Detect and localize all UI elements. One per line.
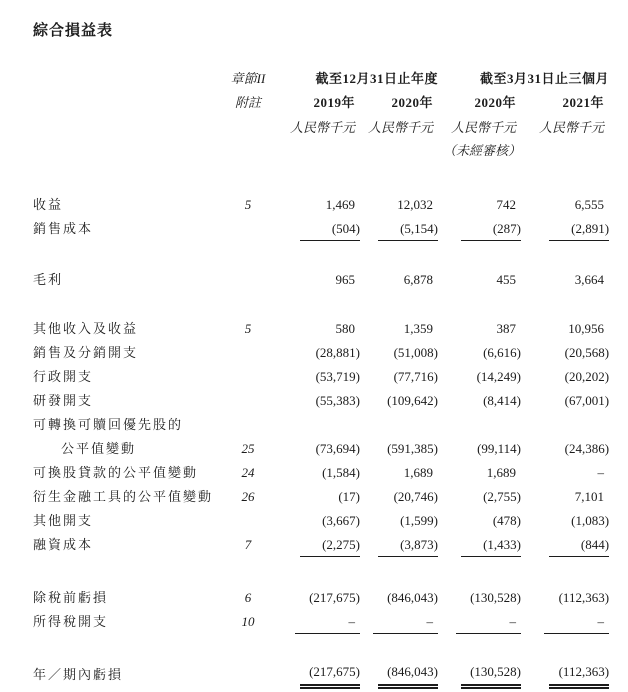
amount-cell — [268, 268, 360, 292]
empty-cell — [268, 139, 360, 163]
header-unaudited-row — [33, 139, 609, 163]
amount-value: 1,359 — [403, 321, 434, 336]
amount-cell — [268, 193, 360, 217]
amount-cell — [438, 317, 521, 341]
amount-value: (112,363) — [558, 590, 610, 605]
amount-value: (846,043) — [378, 663, 438, 689]
amount-cell — [438, 365, 521, 389]
amount-value: (2,755) — [483, 489, 522, 504]
amount-cell — [360, 586, 438, 610]
row-label: 可換股貸款的公平值變動 — [33, 465, 199, 480]
amount-cell — [360, 268, 438, 292]
row-label: 其他開支 — [33, 513, 94, 528]
amount-value: (53,719) — [315, 369, 360, 384]
table-row-revenue — [33, 193, 609, 217]
table-row-finance-costs — [33, 533, 609, 557]
amount-value: 965 — [335, 272, 355, 287]
amount-cell — [521, 610, 609, 634]
amount-cell — [360, 610, 438, 634]
amount-cell — [360, 533, 438, 557]
row-label: 可轉換可贖回優先股的 — [33, 417, 184, 432]
note-ref — [228, 413, 268, 437]
amount-cell — [268, 413, 360, 437]
amount-value: (2,891) — [549, 219, 609, 241]
amount-value: (130,528) — [470, 590, 522, 605]
amount-cell — [521, 533, 609, 557]
amount-cell — [268, 509, 360, 533]
amount-cell — [360, 365, 438, 389]
row-label: 銷售成本 — [33, 221, 94, 236]
note-ref: 26 — [241, 489, 255, 504]
amount-cell — [521, 365, 609, 389]
amount-value: (130,528) — [461, 663, 521, 689]
amount-cell — [268, 610, 360, 634]
note-ref: 10 — [241, 614, 255, 629]
table-row-derivatives-fv-change — [33, 485, 609, 509]
amount-value: (109,642) — [387, 393, 439, 408]
row-label: 除稅前虧損 — [33, 590, 109, 605]
amount-value: (99,114) — [477, 441, 522, 456]
chapter-label: 章節II — [230, 71, 266, 86]
amount-cell — [360, 389, 438, 413]
empty-cell — [33, 139, 228, 163]
amount-value: (478) — [492, 513, 522, 528]
amount-value: 455 — [496, 272, 517, 287]
spacer-row — [33, 634, 609, 660]
note-ref: 7 — [244, 537, 252, 552]
amount-cell — [438, 268, 521, 292]
amount-value: (1,599) — [400, 513, 439, 528]
note-ref — [228, 660, 268, 689]
year-header: 2020年 — [391, 95, 434, 110]
row-label: 衍生金融工具的公平值變動 — [33, 489, 214, 504]
amount-cell — [268, 533, 360, 557]
table-row-preferred-shares-label — [33, 413, 609, 437]
note-ref — [228, 217, 268, 241]
income-statement-table — [33, 67, 609, 689]
amount-cell — [521, 461, 609, 485]
amount-cell — [268, 461, 360, 485]
period-annual-header: 截至12月31日止年度 — [315, 71, 439, 86]
amount-cell — [360, 461, 438, 485]
amount-value: (2,275) — [300, 535, 360, 557]
row-label: 公平值變動 — [61, 441, 137, 456]
table-row-loss-before-tax — [33, 586, 609, 610]
row-label: 融資成本 — [33, 537, 94, 552]
amount-value: (24,386) — [564, 441, 610, 456]
empty-cell — [360, 139, 438, 163]
empty-cell — [228, 115, 268, 139]
amount-value: 580 — [335, 321, 355, 336]
amount-cell — [360, 217, 438, 241]
spacer-row — [33, 163, 609, 193]
row-label: 所得稅開支 — [33, 614, 109, 629]
spacer-row — [33, 292, 609, 317]
amount-value: (20,202) — [564, 369, 610, 384]
amount-value: – — [373, 612, 438, 634]
amount-cell — [438, 533, 521, 557]
amount-value: (14,249) — [476, 369, 522, 384]
currency-label: 人民幣千元 — [539, 119, 605, 135]
amount-cell — [521, 193, 609, 217]
amount-value: (1,433) — [461, 535, 521, 557]
row-label: 年／期內虧損 — [33, 666, 124, 682]
year-header: 2020年 — [474, 95, 517, 110]
empty-cell — [521, 139, 609, 163]
amount-value: (28,881) — [315, 345, 360, 360]
note-ref: 6 — [244, 590, 252, 605]
amount-cell — [521, 413, 609, 437]
amount-value: (73,694) — [315, 441, 360, 456]
amount-value: 12,032 — [397, 197, 434, 212]
amount-cell — [521, 586, 609, 610]
note-ref — [228, 509, 268, 533]
amount-cell — [360, 341, 438, 365]
table-row-other-expenses — [33, 509, 609, 533]
unaudited-label: （未經審核） — [443, 143, 522, 158]
note-ref: 5 — [244, 321, 252, 336]
amount-cell — [438, 485, 521, 509]
amount-cell — [268, 485, 360, 509]
note-ref: 5 — [244, 197, 252, 212]
amount-value: (217,675) — [300, 663, 360, 689]
row-label: 收益 — [33, 197, 64, 212]
amount-value: (17) — [338, 489, 360, 504]
amount-cell — [268, 365, 360, 389]
page-title: 綜合損益表 — [33, 23, 114, 39]
amount-cell — [438, 586, 521, 610]
period-quarter-header: 截至3月31日止三個月 — [480, 71, 610, 86]
currency-label: 人民幣千元 — [451, 119, 517, 135]
table-row-other-income — [33, 317, 609, 341]
amount-cell — [360, 193, 438, 217]
amount-cell — [521, 317, 609, 341]
amount-value: 742 — [496, 197, 517, 212]
amount-cell — [521, 485, 609, 509]
empty-cell — [33, 91, 228, 115]
amount-value: (67,001) — [564, 393, 610, 408]
note-col-label: 附註 — [234, 95, 261, 110]
table-row-loss-for-period — [33, 660, 609, 689]
amount-value: (112,363) — [549, 663, 609, 689]
amount-value: (504) — [300, 219, 360, 241]
amount-cell — [438, 437, 521, 461]
amount-value: (6,616) — [483, 345, 522, 360]
amount-cell — [360, 317, 438, 341]
header-currency-row — [33, 115, 609, 139]
amount-cell — [521, 268, 609, 292]
year-header: 2021年 — [562, 95, 605, 110]
amount-value: (217,675) — [309, 590, 360, 605]
amount-value: (5,154) — [378, 219, 438, 241]
amount-cell — [360, 660, 438, 689]
amount-cell — [521, 341, 609, 365]
amount-value: 1,689 — [486, 465, 517, 480]
amount-cell — [521, 437, 609, 461]
note-ref: 24 — [241, 465, 255, 480]
amount-cell — [268, 437, 360, 461]
table-row-income-tax-expense — [33, 610, 609, 634]
amount-value: 3,664 — [574, 272, 605, 287]
table-row-convertible-loans-fv-change — [33, 461, 609, 485]
amount-value: (1,584) — [322, 465, 360, 480]
empty-cell — [228, 139, 268, 163]
amount-cell — [438, 610, 521, 634]
table-row-gross-profit — [33, 268, 609, 292]
amount-cell — [438, 341, 521, 365]
amount-cell — [268, 317, 360, 341]
amount-cell — [268, 586, 360, 610]
amount-cell — [438, 193, 521, 217]
amount-cell — [521, 660, 609, 689]
amount-value: – — [544, 612, 609, 634]
amount-value: – — [456, 612, 521, 634]
amount-value: (287) — [461, 219, 521, 241]
amount-value: – — [597, 465, 605, 480]
amount-value: (844) — [549, 535, 609, 557]
amount-cell — [360, 509, 438, 533]
amount-cell — [360, 437, 438, 461]
amount-cell — [521, 389, 609, 413]
amount-cell — [438, 461, 521, 485]
amount-cell — [268, 389, 360, 413]
row-label: 其他收入及收益 — [33, 321, 139, 336]
currency-label: 人民幣千元 — [368, 119, 434, 135]
amount-cell — [521, 217, 609, 241]
amount-cell — [438, 413, 521, 437]
amount-value: (51,008) — [393, 345, 439, 360]
amount-cell — [438, 509, 521, 533]
table-row-selling-expenses — [33, 341, 609, 365]
amount-cell — [360, 413, 438, 437]
amount-value: – — [295, 612, 360, 634]
note-ref — [228, 268, 268, 292]
amount-cell — [438, 389, 521, 413]
row-label: 行政開支 — [33, 369, 94, 384]
header-year-row — [33, 91, 609, 115]
amount-value: 1,469 — [325, 197, 355, 212]
amount-value: 10,956 — [568, 321, 605, 336]
amount-cell — [360, 485, 438, 509]
spacer-row — [33, 557, 609, 586]
amount-value: (1,083) — [571, 513, 610, 528]
note-ref: 25 — [241, 441, 255, 456]
amount-cell — [268, 660, 360, 689]
amount-value: (20,746) — [393, 489, 439, 504]
table-row-preferred-shares-fv-change — [33, 437, 609, 461]
table-row-admin-expenses — [33, 365, 609, 389]
year-header: 2019年 — [313, 95, 355, 110]
note-ref — [228, 341, 268, 365]
table-row-cost-of-sales — [33, 217, 609, 241]
amount-value: (77,716) — [393, 369, 439, 384]
amount-value: 387 — [496, 321, 517, 336]
amount-value: 6,878 — [403, 272, 434, 287]
amount-value: 1,689 — [403, 465, 434, 480]
note-ref — [228, 389, 268, 413]
amount-value: 6,555 — [574, 197, 605, 212]
amount-cell — [521, 509, 609, 533]
note-ref — [228, 365, 268, 389]
amount-value: (591,385) — [387, 441, 439, 456]
header-period-row — [33, 67, 609, 91]
amount-value: (846,043) — [387, 590, 439, 605]
row-label: 毛利 — [33, 272, 64, 287]
amount-cell — [268, 341, 360, 365]
table-row-rd-expenses — [33, 389, 609, 413]
amount-value: (3,873) — [378, 535, 438, 557]
amount-value: (20,568) — [564, 345, 610, 360]
amount-cell — [438, 217, 521, 241]
spacer-row — [33, 241, 609, 268]
amount-cell — [268, 217, 360, 241]
row-label: 研發開支 — [33, 393, 94, 408]
amount-value: (55,383) — [315, 393, 360, 408]
empty-cell — [33, 115, 228, 139]
amount-value: 7,101 — [574, 489, 605, 504]
amount-value: (8,414) — [483, 393, 522, 408]
amount-cell — [438, 660, 521, 689]
empty-cell — [33, 67, 228, 91]
currency-label: 人民幣千元 — [289, 119, 355, 135]
row-label: 銷售及分銷開支 — [33, 345, 139, 360]
amount-value: (3,667) — [322, 513, 360, 528]
